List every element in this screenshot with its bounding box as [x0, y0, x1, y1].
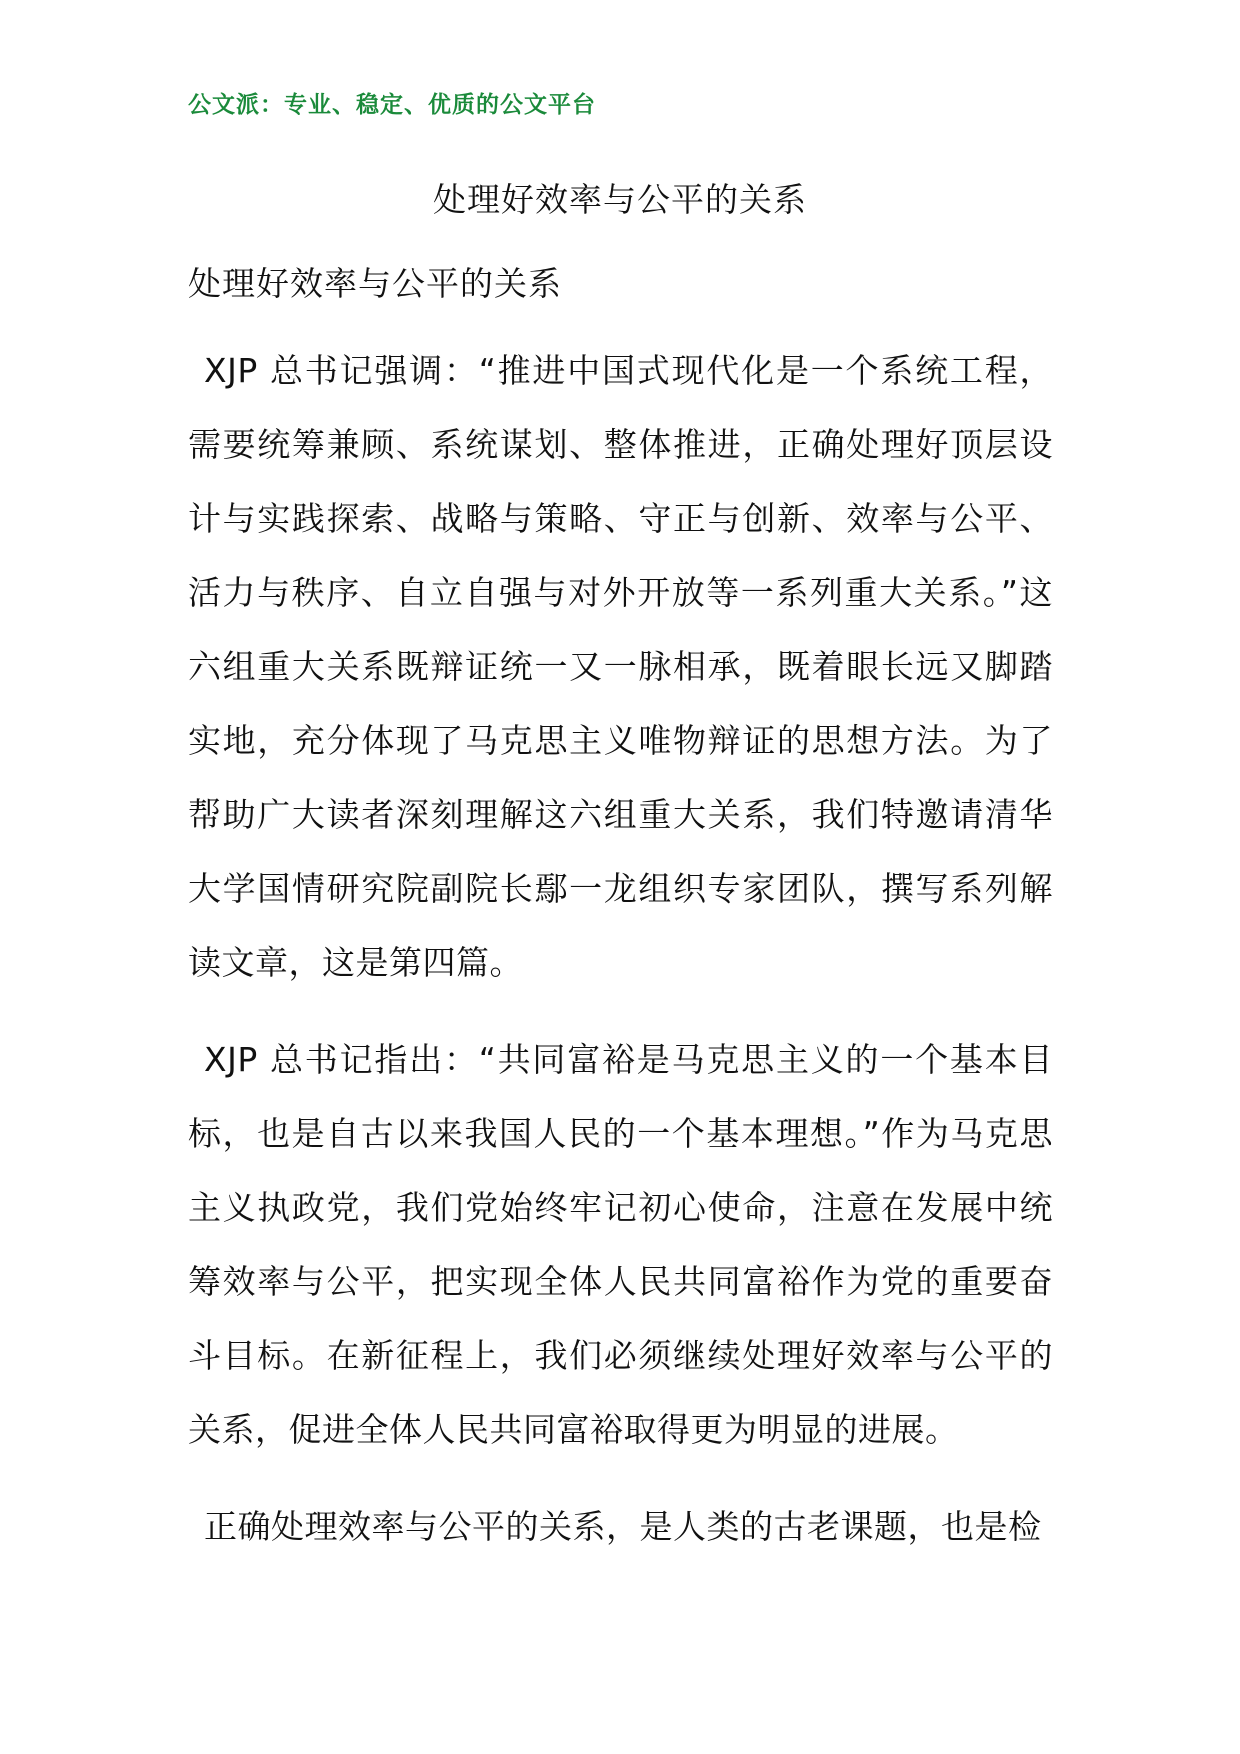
document-body [188, 262, 1053, 1587]
paragraph-common-prosperity: XJP 总书记指出：“共同富裕是马克思主义的一个基本目标，也是自古以来我国人民的一个基本理想。”作为马克思主义执政党，我们党始终牢记初心使命，注意在发展中统筹效率与公平，把实现全体人民共同富裕作为党的重要奋斗目标。在新征程上，我们必须继续处理好效率与公平的关系，促进全体人民共同富裕取得更为明显的进展。 [188, 1040, 1053, 1449]
document-subtitle: 处理好效率与公平的关系 [188, 264, 562, 303]
document-title: 处理好效率与公平的关系 [433, 180, 807, 219]
paragraph-efficiency-fairness: 正确处理效率与公平的关系，是人类的古老课题，也是检 [204, 1507, 1042, 1546]
header-banner: 公文派：专业、稳定、优质的公文平台 [188, 91, 596, 118]
paragraph-intro: XJP 总书记强调：“推进中国式现代化是一个系统工程，需要统筹兼顾、系统谋划、整体推进，正确处理好顶层设计与实践探索、战略与策略、守正与创新、效率与公平、活力与秩序、自立自强与对外开放等一系列重大关系。”这六组重大关系既辩证统一又一脉相承，既着眼长远又脚踏实地，充分体现了马克思主义唯物辩证的思想方法。为了帮助广大读者深刻理解这六组重大关系，我们特邀请清华大学国情研究院副院长鄢一龙组织专家团队，撰写系列解读文章，这是第四篇。 [188, 351, 1053, 982]
